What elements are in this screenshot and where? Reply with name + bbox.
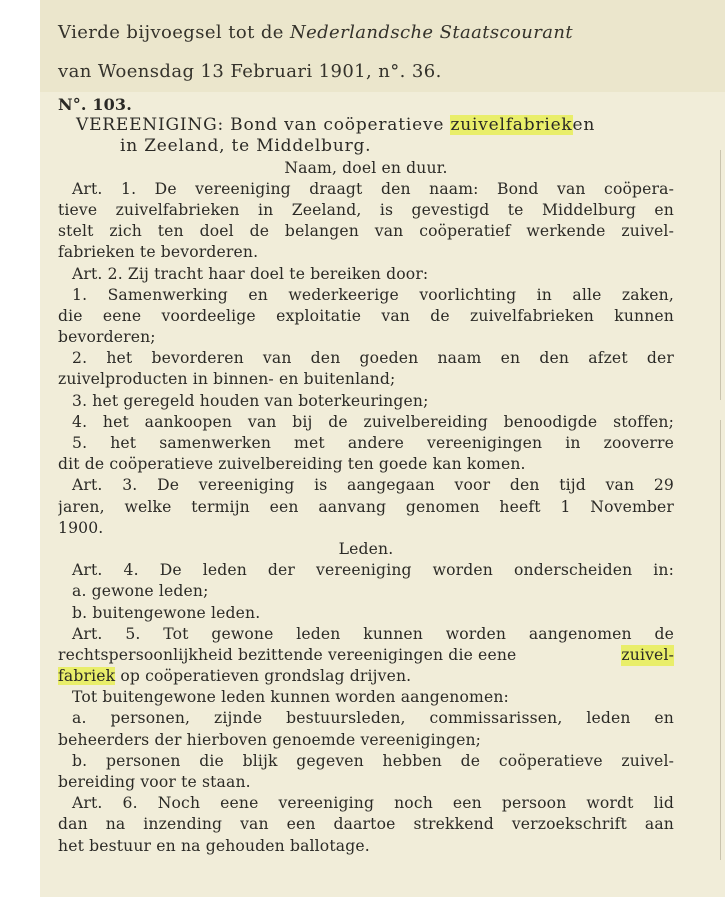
text-line: [58, 666, 674, 687]
text-line: fabrieken te bevorderen.: [58, 243, 259, 262]
text-line: Art. 2. Zij tracht haar doel te bereiken door:: [72, 264, 429, 283]
section-heading: Naam, doel en duur.: [284, 158, 448, 177]
article-subtitle: in Zeeland, te Middelburg.: [120, 136, 372, 157]
text-line: Art. 3. De vereeniging is aangegaan voor den tijd van 29: [72, 476, 674, 495]
text-line: beheerders der hierboven genoemde vereenigingen;: [58, 730, 482, 749]
article-column: [58, 94, 674, 857]
column-rule-2: [720, 420, 721, 860]
highlight-fabriek: fabriek: [58, 667, 116, 686]
article-title: [58, 115, 674, 136]
text-line: a. gewone leden;: [72, 582, 209, 601]
text-line: dan na inzending van een daartoe strekkend verzoekschrift aan: [58, 815, 674, 834]
left-margin: [0, 0, 40, 897]
title-end: en: [572, 115, 596, 136]
text-line: 2. het bevorderen van den goeden naam en den afzet der: [72, 349, 674, 368]
text-line: tieve zuivelfabrieken in Zeeland, is gevestigd te Middelburg en: [58, 200, 674, 219]
line-text: op coöperatieven grondslag drijven.: [120, 667, 412, 686]
text-line: zuivelproducten in binnen- en buitenland;: [58, 370, 396, 389]
title-text: VEREENIGING: Bond van coöperatieve: [76, 115, 445, 136]
column-rule: [720, 150, 721, 400]
text-line: 1900.: [58, 518, 104, 537]
text-line: bevorderen;: [58, 328, 156, 347]
header-prefix: Vierde bijvoegsel tot de: [58, 22, 284, 43]
text-line: Tot buitengewone leden kunnen worden aangenomen:: [72, 688, 509, 707]
highlight-zuivelfabriek: zuivelfabriek: [450, 115, 573, 136]
text-line: 5. het samenwerken met andere vereenigingen in zooverre: [72, 434, 674, 452]
header-line-2: van Woensdag 13 Februari 1901, n°. 36.: [58, 61, 442, 82]
text-line: Art. 5. Tot gewone leden kunnen worden aangenomen de: [72, 624, 674, 643]
highlight-zuivel: zuivel-: [621, 645, 674, 666]
line-text: rechtspersoonlijkheid bezittende vereenigingen die eene: [58, 645, 517, 664]
text-line: [58, 645, 674, 666]
text-line: Art. 1. De vereeniging draagt den naam: Bond van coöpera-: [72, 179, 674, 198]
text-line: 4. het aankoopen van bij de zuivelbereiding benoodigde stoffen;: [72, 412, 674, 431]
text-line: 3. het geregeld houden van boterkeuringen;: [72, 391, 429, 410]
text-line: het bestuur en na gehouden ballotage.: [58, 836, 370, 855]
text-line: a. personen, zijnde bestuursleden, commissarissen, leden en: [72, 709, 674, 728]
text-line: stelt zich ten doel de belangen van coöperatief werkende zuivel-: [58, 222, 674, 241]
text-line: dit de coöperatieve zuivelbereiding ten goede kan komen.: [58, 455, 526, 474]
text-line: die eene voordeelige exploitatie van de zuivelfabrieken kunnen: [58, 306, 674, 325]
text-line: Art. 4. De leden der vereeniging worden onderscheiden in:: [72, 561, 674, 580]
text-line: 1. Samenwerking en wederkeerige voorlichting in alle zaken,: [72, 285, 674, 304]
text-line: b. personen die blijk gegeven hebben de coöperatieve zuivel-: [72, 751, 674, 770]
header-line-1: [58, 22, 573, 43]
text-line: bereiding voor te staan.: [58, 773, 251, 791]
text-line: Art. 6. Noch eene vereeniging noch een persoon wordt lid: [72, 794, 674, 813]
header-paper-name: Nederlandsche Staatscourant: [289, 22, 573, 43]
section-heading: Leden.: [338, 539, 394, 558]
text-line: jaren, welke termijn een aanvang genomen heeft 1 November: [58, 497, 674, 516]
text-line: b. buitengewone leden.: [72, 603, 261, 622]
article-number: N°. 103.: [58, 95, 132, 114]
